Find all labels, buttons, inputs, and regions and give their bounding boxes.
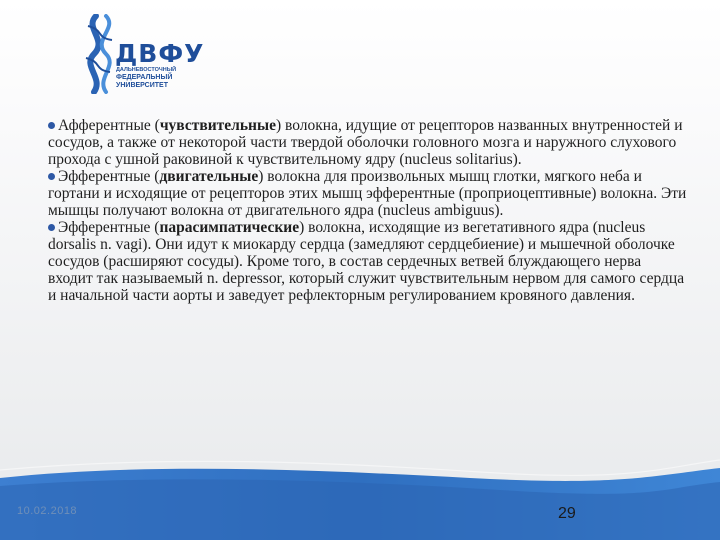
- page-number: 29: [558, 505, 576, 522]
- logo-subtitle: [116, 66, 176, 90]
- logo-subtitle-line-2: ФЕДЕРАЛЬНЫЙ: [116, 74, 173, 81]
- paragraph-efferent-parasympathetic: [48, 219, 688, 304]
- paragraph-bold-term: парасимпатические: [159, 219, 300, 236]
- slide-body: [48, 117, 688, 304]
- logo-subtitle-line-3: УНИВЕРСИТЕТ: [116, 82, 168, 89]
- bullet-icon: [48, 224, 55, 231]
- paragraph-text-prefix: Эфферентные (: [58, 219, 160, 236]
- paragraph-afferent: [48, 117, 688, 168]
- paragraph-bold-term: двигательные: [159, 168, 259, 185]
- logo-subtitle-line-1: ДАЛЬНЕВОСТОЧНЫЙ: [116, 67, 177, 73]
- bullet-icon: [48, 173, 55, 180]
- paragraph-text-prefix: Эфферентные (: [58, 168, 160, 185]
- paragraph-bold-term: чувствительные: [159, 117, 276, 134]
- footer-date: 10.02.2018: [17, 505, 78, 517]
- logo-wordmark: ДВФУ: [115, 39, 205, 68]
- paragraph-efferent-motor: [48, 168, 688, 219]
- bullet-icon: [48, 122, 55, 129]
- paragraph-text-body: ) волокна, исходящие из вегетативного ядра (nucleus dorsalis n. vagi). Они идут к миокарду сердца (замедляют сердцебиение) и мышечной оболочке сосудов (расширяют сосуды). Кроме того, в состав сердечных ветвей блуждающего нерва входит так называемый n. depressor, который служит чувствительным нервом для самого сердца и начальной части аорты и заведует рефлекторным регулированием кровяного давления.: [48, 219, 685, 304]
- paragraph-text-prefix: Афферентные (: [58, 117, 160, 134]
- paragraph-text-body: ) волокна для произвольных мышц глотки, мягкого неба и гортани и исходящие от рецепторов этих мышц эфферентные (проприоцептивные) волокна. Эти мышцы получают волокна от двигательного ядра (nucleus ambiguus).: [48, 168, 687, 219]
- paragraph-text-body: ) волокна, идущие от рецепторов названных внутренностей и сосудов, а также от некоторой части твердой оболочки головного мозга и наружного слухового прохода с ушной раковиной к чувствительному ядру (nucleus solitarius).: [48, 117, 683, 168]
